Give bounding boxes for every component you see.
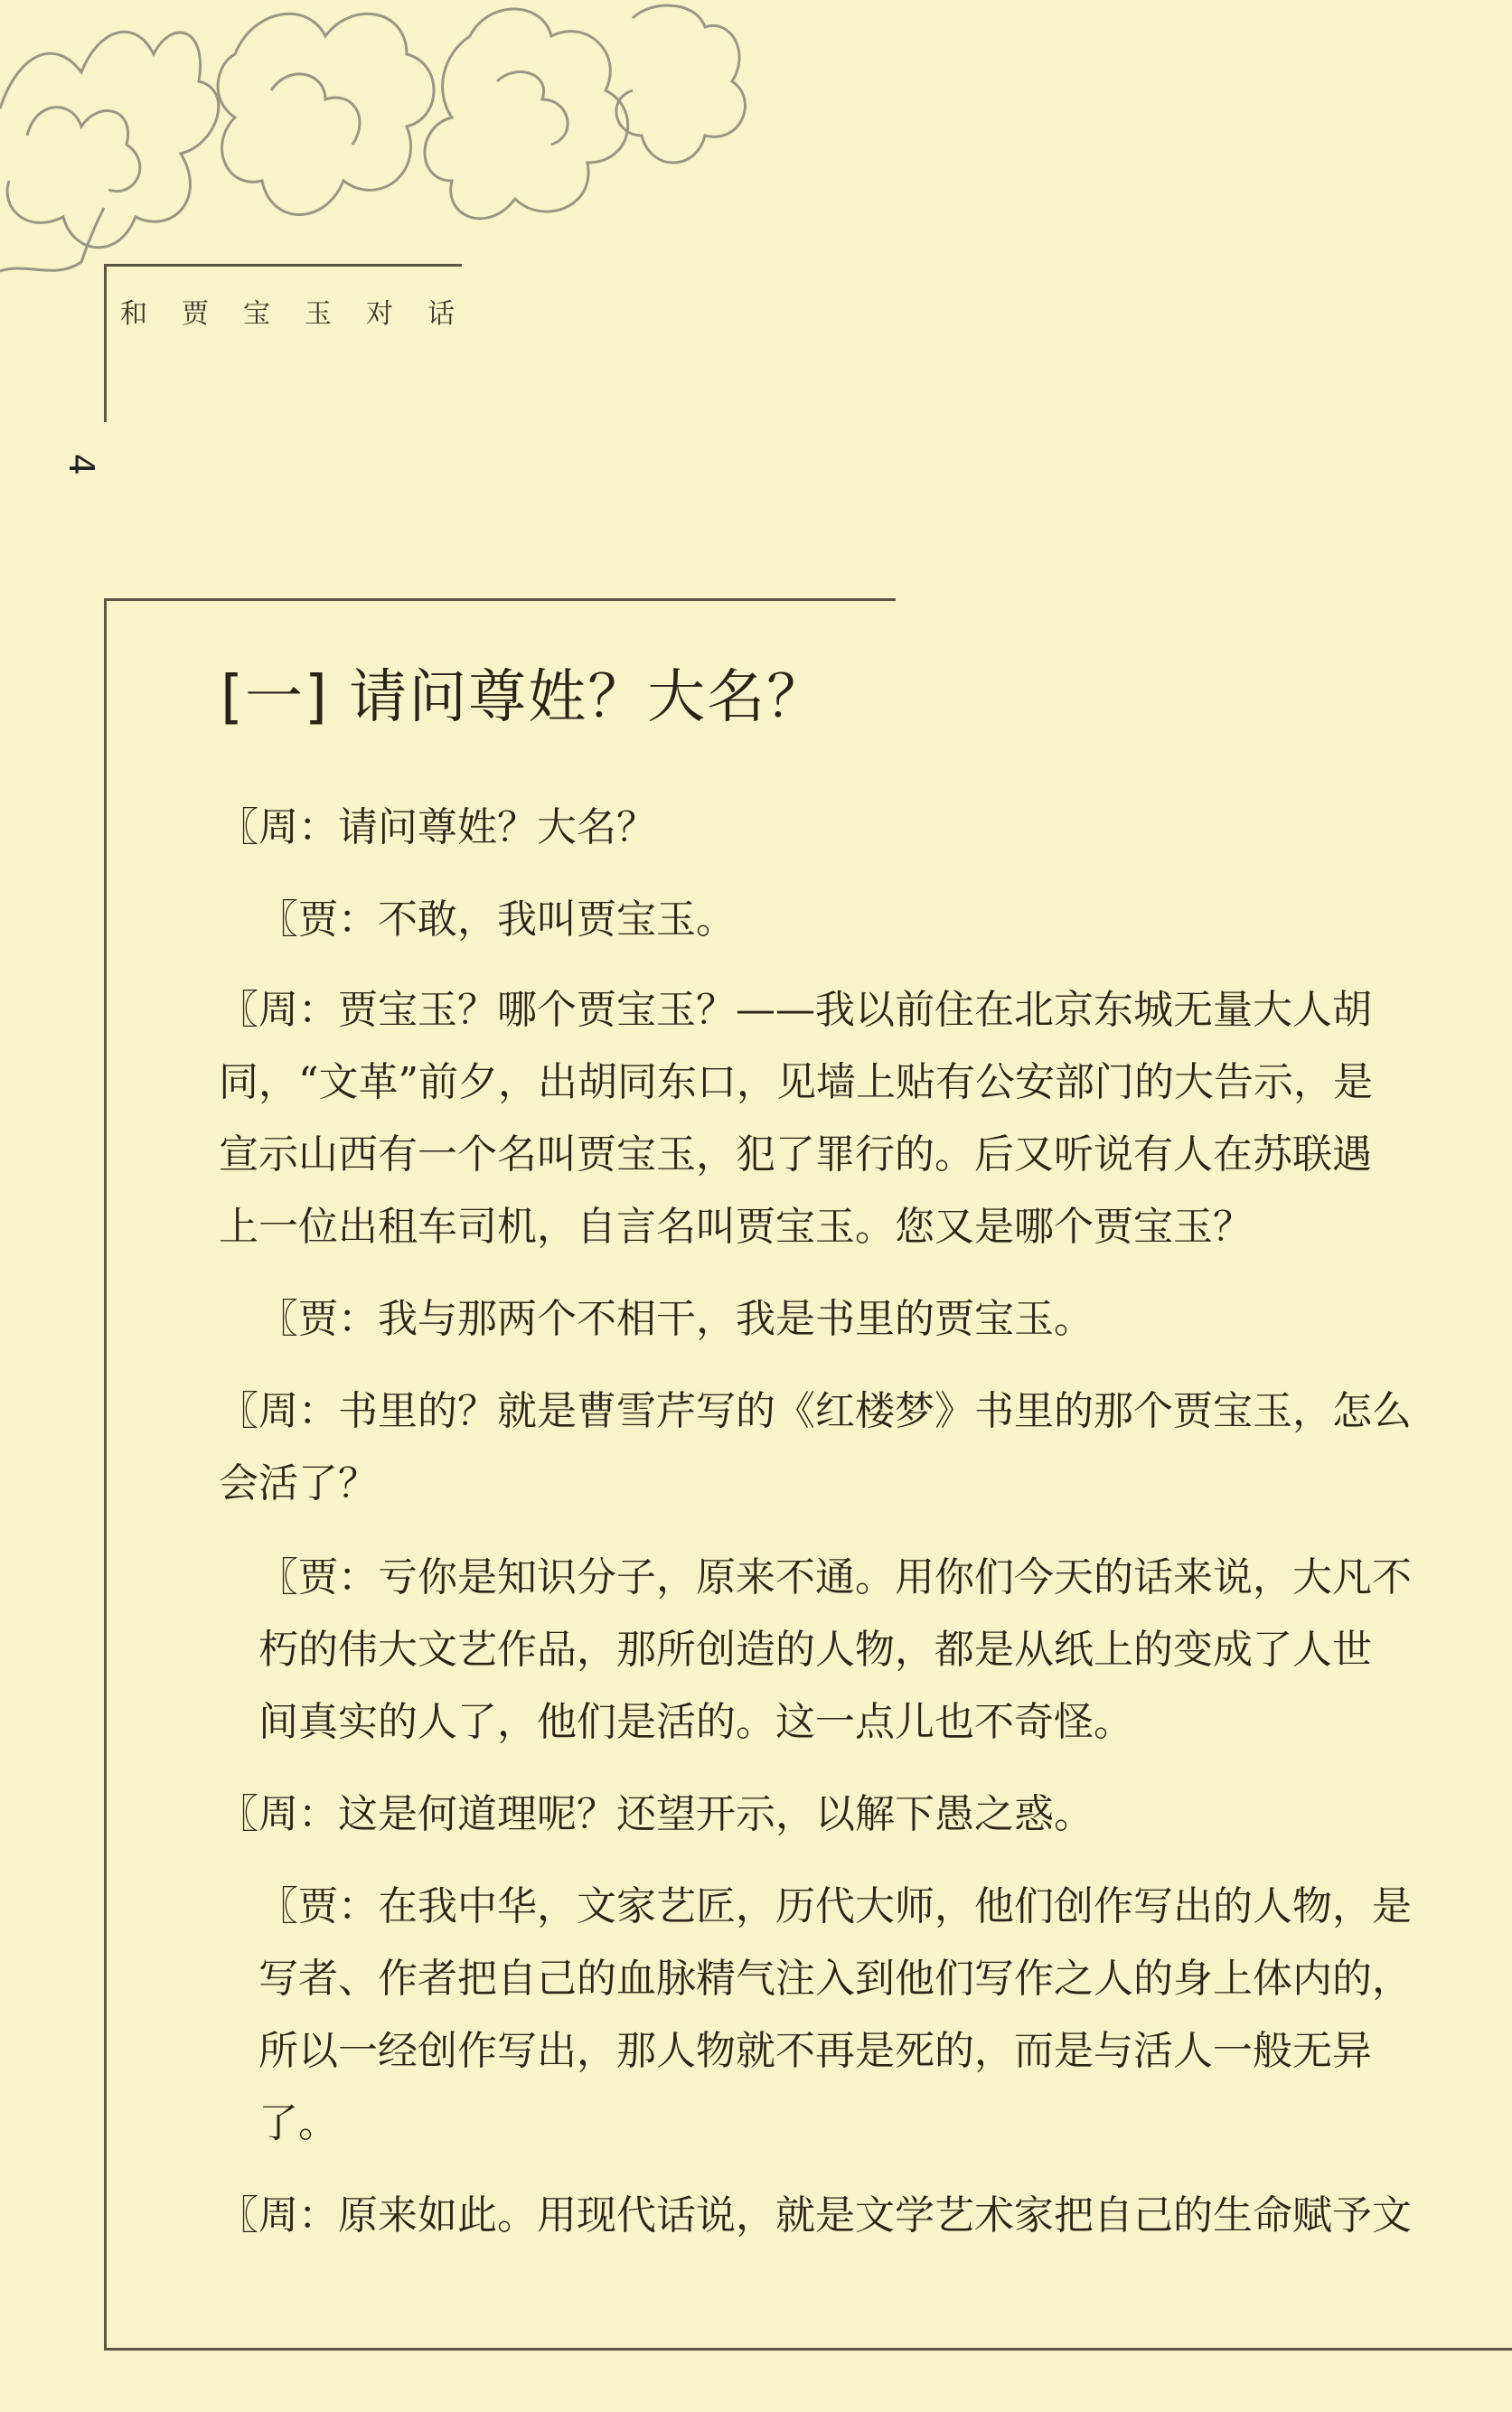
content-bottom-rule bbox=[104, 2348, 1512, 2351]
jia-dialogue-line: 了。 bbox=[258, 2100, 338, 2146]
jia-dialogue-line: 〖贾：我与那两个不相干，我是书里的贾宝玉。 bbox=[258, 1296, 1094, 1342]
zhou-dialogue-line: 〖周：原来如此。用现代话说，就是文学艺术家把自己的生命赋予文 bbox=[219, 2192, 1412, 2238]
content-side-rule bbox=[104, 598, 107, 2350]
page-number: 4 bbox=[61, 453, 102, 476]
zhou-dialogue-line: 会活了？ bbox=[219, 1460, 378, 1506]
running-header-book-title: 和贾宝玉对话 bbox=[120, 298, 489, 330]
header-top-rule bbox=[104, 264, 462, 267]
zhou-dialogue-line: 上一位出租车司机，自言名叫贾宝玉。您又是哪个贾宝玉？ bbox=[219, 1204, 1253, 1250]
cloud-ornament bbox=[0, 0, 904, 325]
jia-dialogue-line: 写者、作者把自己的血脉精气注入到他们写作之人的身上体内的， bbox=[258, 1956, 1412, 2002]
zhou-dialogue-line: 宣示山西有一个名叫贾宝玉，犯了罪行的。后又听说有人在苏联遇 bbox=[219, 1131, 1372, 1178]
zhou-dialogue-line: 〖周：这是何道理呢？还望开示，以解下愚之惑。 bbox=[219, 1791, 1094, 1837]
zhou-dialogue-line: 〖周：贾宝玉？哪个贾宝玉？——我以前住在北京东城无量大人胡 bbox=[219, 987, 1372, 1033]
zhou-dialogue-line: 同，“文革”前夕，出胡同东口，见墙上贴有公安部门的大告示，是 bbox=[219, 1059, 1373, 1105]
content-top-rule bbox=[104, 598, 896, 601]
jia-dialogue-line: 〖贾：在我中华，文家艺匠，历代大师，他们创作写出的人物，是 bbox=[258, 1883, 1412, 1929]
header-side-rule bbox=[104, 264, 107, 422]
jia-dialogue-line: 〖贾：不敢，我叫贾宝玉。 bbox=[258, 896, 736, 943]
chapter-title: [一] 请问尊姓？大名？ bbox=[221, 664, 827, 731]
zhou-dialogue-line: 〖周：书里的？就是曹雪芹写的《红楼梦》书里的那个贾宝玉，怎么 bbox=[219, 1388, 1412, 1434]
jia-dialogue-line: 间真实的人了，他们是活的。这一点儿也不奇怪。 bbox=[258, 1699, 1133, 1745]
zhou-dialogue-line: 〖周：请问尊姓？大名？ bbox=[219, 804, 656, 850]
jia-dialogue-line: 〖贾：亏你是知识分子，原来不通。用你们今天的话来说，大凡不 bbox=[258, 1554, 1412, 1600]
jia-dialogue-line: 朽的伟大文艺作品，那所创造的人物，都是从纸上的变成了人世 bbox=[258, 1627, 1372, 1673]
jia-dialogue-line: 所以一经创作写出，那人物就不再是死的，而是与活人一般无异 bbox=[258, 2028, 1372, 2074]
